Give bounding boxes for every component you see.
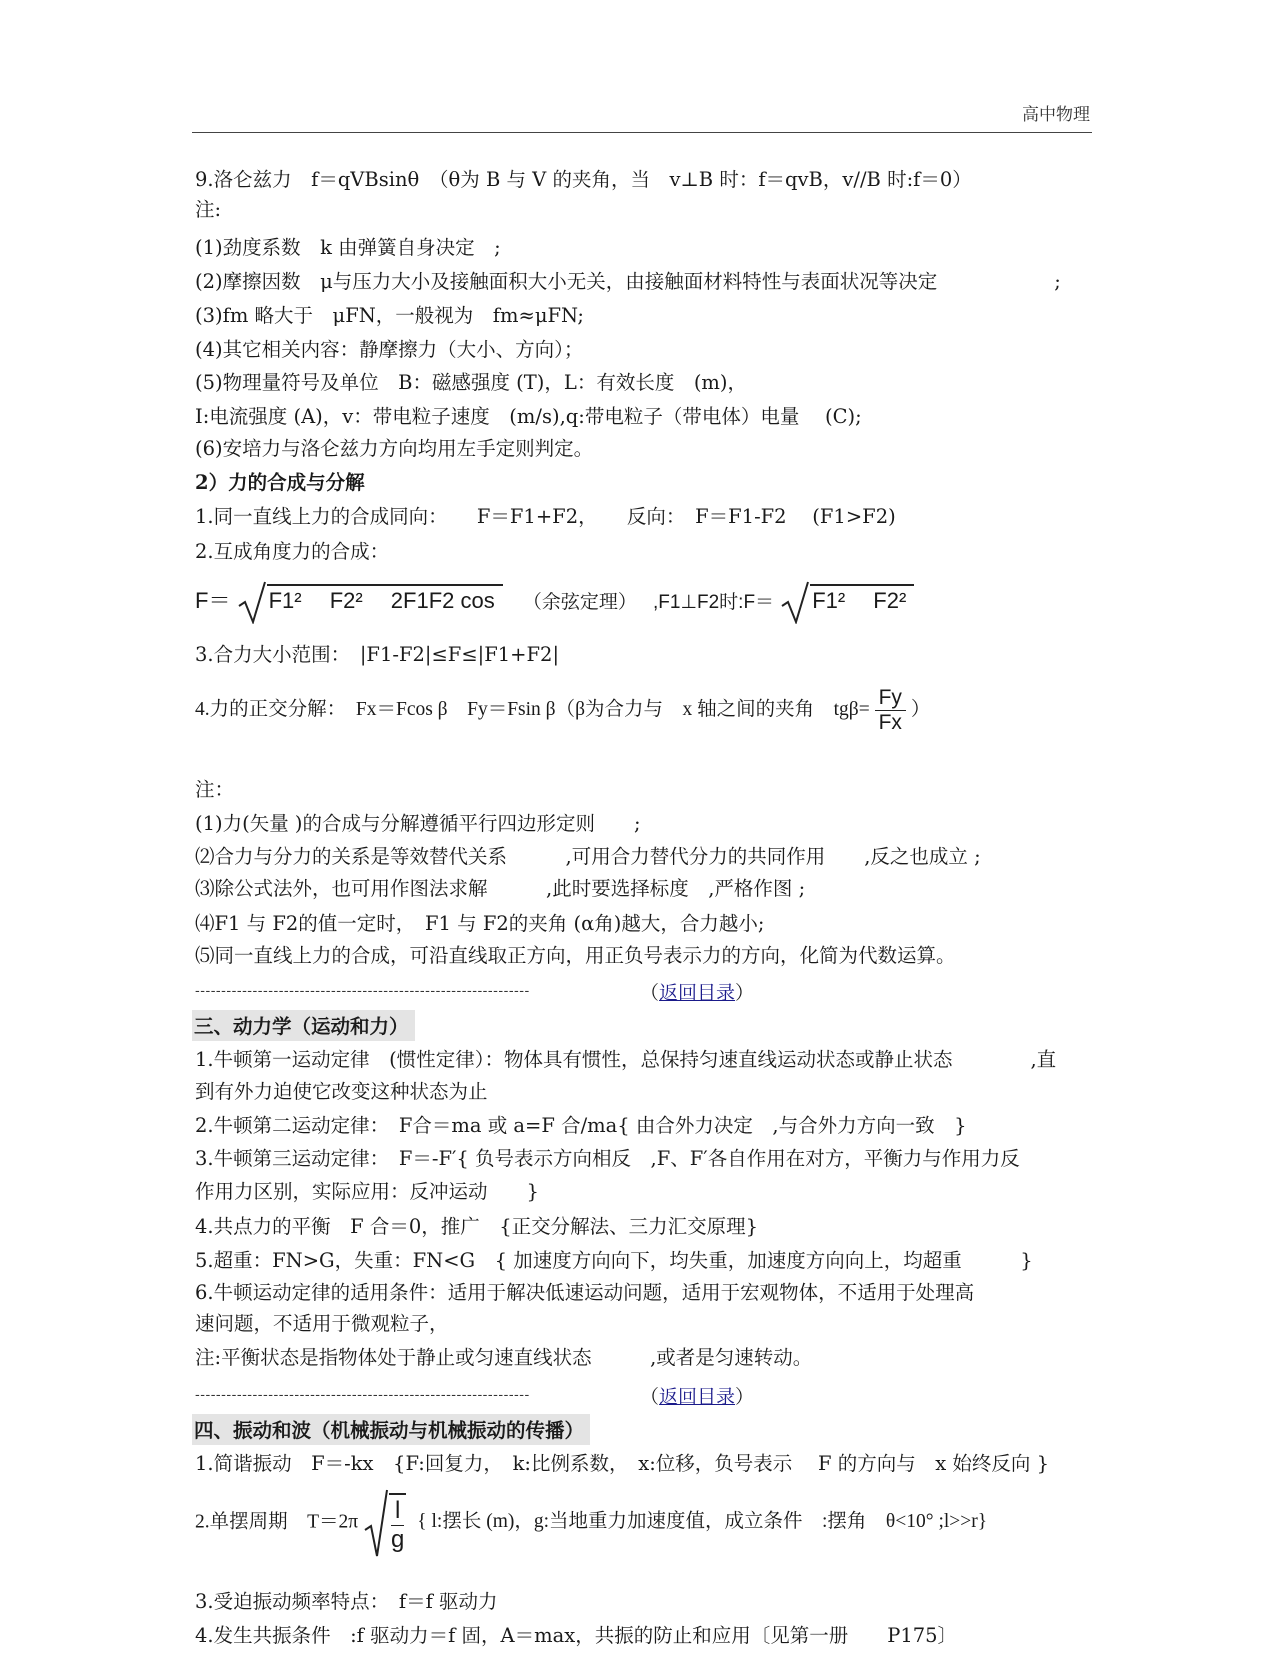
text-line: (1)力(矢量 )的合成与分解遵循平行四边形定则 ; [195, 812, 641, 835]
header-rule [192, 132, 1092, 133]
text-line: (6)安培力与洛仑兹力方向均用左手定则判定。 [195, 437, 594, 460]
back-to-toc-link[interactable]: （返回目录） [640, 982, 755, 1004]
text-line: 注： [195, 778, 235, 801]
text-line: 4.发生共振条件 :f 驱动力＝f 固，A＝max，共振的防止和应用〔见第一册 P175〕 [195, 1624, 958, 1647]
text-line: 1.牛顿第一运动定律 (惯性定律）：物体具有惯性，总保持匀速直线运动状态或静止状态 ,直 [195, 1048, 1057, 1071]
radical-sign-icon [363, 1488, 389, 1558]
fraction-numerator: Fy [875, 686, 906, 711]
formula-note: （余弦定理） [522, 591, 637, 613]
text-line: ⑷F1 与 F2的值一定时， F1 与 F2的夹角 (α角)越大，合力越小; [195, 912, 765, 935]
fraction-denominator: Fx [878, 711, 902, 734]
formula-orthogonal [195, 686, 930, 735]
fraction [389, 1493, 406, 1554]
text-line: 2.互成角度力的合成： [195, 540, 390, 563]
formula-mid: ,F1⊥F2时:F＝ [653, 591, 775, 613]
text-line: 3.牛顿第三运动定律： F＝-F′{ 负号表示方向相反 ,F、F′各自作用在对方，平衡力与作用力反 [195, 1147, 1020, 1170]
text-line: (3)fm 略大于 μFN，一般视为 fm≈μFN; [195, 304, 584, 327]
formula-cosine-law [195, 580, 914, 624]
text-line: 3.受迫振动频率特点： f＝f 驱动力 [195, 1590, 498, 1613]
text-line: 作用力区别，实际应用：反冲运动 } [195, 1180, 539, 1203]
radicand: F1² F2² [810, 584, 914, 613]
text-line: ⑶除公式法外，也可用作图法求解 ,此时要选择标度 ,严格作图 ; [195, 877, 806, 900]
fraction-numerator: l [391, 1497, 404, 1526]
fraction [875, 686, 906, 735]
sqrt-expression [780, 580, 914, 624]
text-line: I:电流强度 (A)，v：带电粒子速度 (m/s),q:带电粒子（带电体）电量 (C); [195, 405, 862, 428]
formula-post: { l:摆长 (m)，g:当地重力加速度值，成立条件 :摆角 θ<10° ;l>>r} [417, 1511, 988, 1533]
text-line: (4)其它相关内容：静摩擦力（大小、方向）； [195, 338, 584, 361]
text-line: 6.牛顿运动定律的适用条件：适用于解决低速运动问题，适用于宏观物体，不适用于处理高 [195, 1281, 975, 1304]
formula-close: ） [910, 698, 931, 720]
text-line: 4.共点力的平衡 F 合＝0，推广 {正交分解法、三力汇交原理} [195, 1215, 759, 1238]
text-line: 注: [195, 198, 222, 221]
text-line: 速问题，不适用于微观粒子， [195, 1312, 449, 1335]
subsection-heading: 2）力的合成与分解 [195, 471, 365, 494]
page-header: 高中物理 [1022, 105, 1090, 125]
divider-dashes: ---------------------------------------------------------------- [195, 983, 530, 999]
text-line: (1)劲度系数 k 由弹簧自身决定 ; [195, 236, 501, 259]
section-heading-dynamics: 三、动力学（运动和力） [192, 1010, 415, 1041]
formula-lhs: F＝ [195, 587, 231, 613]
text-line: 3.合力大小范围： |F1-F2|≤F≤|F1+F2| [195, 643, 560, 666]
radicand: F1² F2² 2F1F2 cos [267, 584, 503, 613]
sqrt-expression [237, 580, 503, 624]
sqrt-expression [363, 1488, 406, 1558]
text-line: 1.同一直线上力的合成同向： F＝F1+F2， 反向： F＝F1-F2 (F1>F2) [195, 505, 896, 528]
formula-pre: 2.单摆周期 T＝2π [195, 1511, 359, 1533]
text-line: (2)摩擦因数 μ与压力大小及接触面积大小无关，由接触面材料特性与表面状况等决定 ; [195, 270, 1061, 293]
text-line: 5.超重：FN>G，失重：FN<G { 加速度方向向下，均失重，加速度方向向上，均超重 } [195, 1249, 1033, 1272]
text-line: (5)物理量符号及单位 B：磁感强度 (T)，L：有效长度 (m)， [195, 371, 748, 394]
divider-dashes: ---------------------------------------------------------------- [195, 1387, 530, 1403]
section-heading-oscillation: 四、振动和波（机械振动与机械振动的传播） [192, 1414, 590, 1445]
text-line: 1.简谐振动 F＝-kx {F:回复力， k:比例系数， x:位移，负号表示 F 的方向与 x 始终反向 } [195, 1452, 1050, 1475]
text-line: 到有外力迫使它改变这种状态为止 [195, 1080, 488, 1103]
text-line: 注:平衡状态是指物体处于静止或匀速直线状态 ,或者是匀速转动。 [195, 1346, 813, 1369]
text-line: ⑸同一直线上力的合成，可沿直线取正方向，用正负号表示力的方向，化简为代数运算。 [195, 944, 956, 967]
text-line: 2.牛顿第二运动定律： F合＝ma 或 a=F 合/ma{ 由合外力决定 ,与合外力方向一致 } [195, 1114, 967, 1137]
back-to-toc-label[interactable]: 返回目录 [659, 1386, 736, 1408]
radical-sign-icon [237, 580, 267, 624]
formula-text: 4.力的正交分解： Fx＝Fcos β Fy＝Fsin β（β为合力与 x 轴之间的夹角 tgβ= [195, 698, 870, 720]
back-to-toc-link[interactable]: （返回目录） [640, 1386, 755, 1408]
text-line: 9.洛仑兹力 f＝qVBsinθ （θ为 B 与 V 的夹角，当 v⊥B 时：f＝qvB，v//B 时:f＝0） [195, 168, 972, 191]
radical-sign-icon [780, 580, 810, 624]
fraction-denominator: g [391, 1525, 405, 1553]
back-to-toc-label[interactable]: 返回目录 [659, 982, 736, 1004]
text-line: ⑵合力与分力的关系是等效替代关系 ,可用合力替代分力的共同作用 ,反之也成立 ; [195, 845, 981, 868]
formula-pendulum [195, 1488, 987, 1558]
